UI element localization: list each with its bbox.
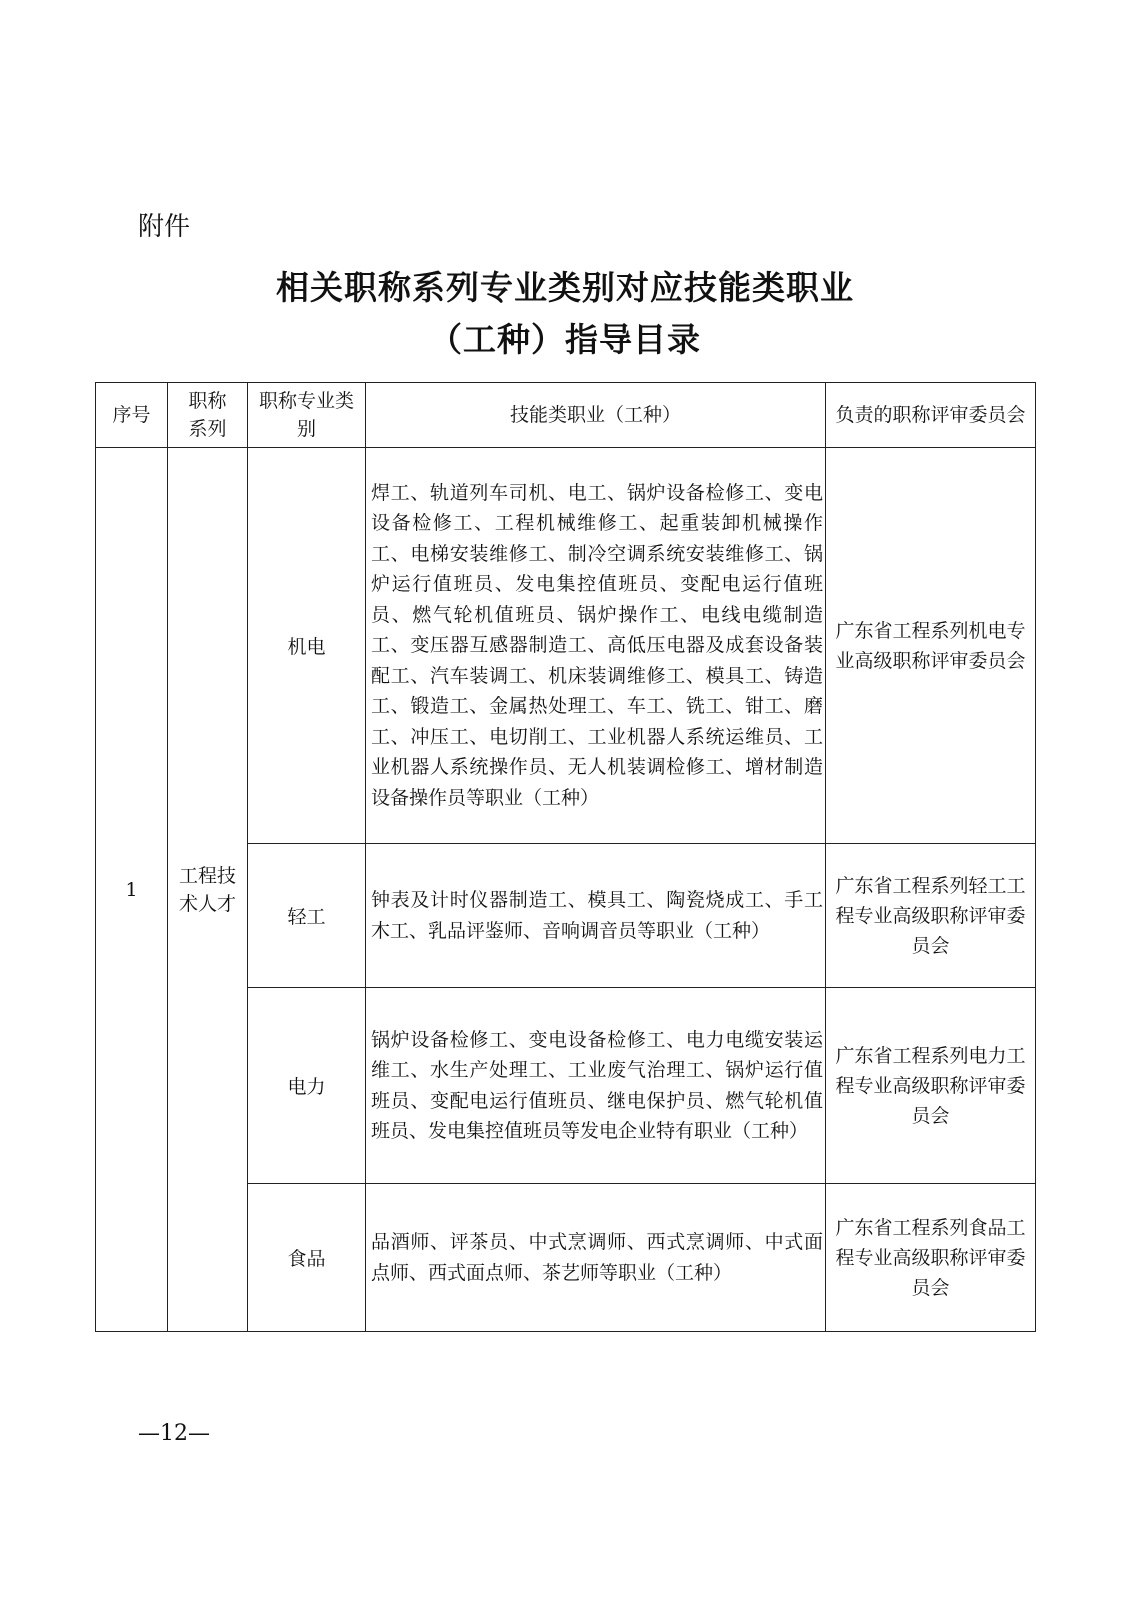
- document-title-line2: （工种）指导目录: [429, 320, 701, 359]
- committee-cell: 广东省工程系列轻工工程专业高级职称评审委员会: [826, 844, 1036, 988]
- occupations-cell: 钟表及计时仪器制造工、模具工、陶瓷烧成工、手工木工、乳品评鉴师、音响调音员等职业（工种）: [366, 844, 826, 988]
- category-cell: 电力: [248, 988, 366, 1184]
- occupations-cell: 锅炉设备检修工、变电设备检修工、电力电缆安装运维工、水生产处理工、工业废气治理工、锅炉运行值班员、变配电运行值班员、继电保护员、燃气轮机值班员、发电集控值班员等发电企业特有职业（工种）: [366, 988, 826, 1184]
- committee-cell: 广东省工程系列电力工程专业高级职称评审委员会: [826, 988, 1036, 1184]
- category-cell: 机电: [248, 448, 366, 844]
- attachment-label: 附件: [138, 212, 191, 242]
- occupation-table: [95, 382, 1036, 1332]
- committee-cell: 广东省工程系列机电专业高级职称评审委员会: [826, 448, 1036, 844]
- series-cell: 工程技术人才: [168, 448, 248, 1332]
- committee-cell: 广东省工程系列食品工程专业高级职称评审委员会: [826, 1184, 1036, 1332]
- seq-cell: 1: [96, 448, 168, 1332]
- category-cell: 食品: [248, 1184, 366, 1332]
- header-committee: 负责的职称评审委员会: [826, 383, 1036, 448]
- occupations-cell: 焊工、轨道列车司机、电工、锅炉设备检修工、变电设备检修工、工程机械维修工、起重装卸机械操作工、电梯安装维修工、制冷空调系统安装维修工、锅炉运行值班员、发电集控值班员、变配电运行值班员、燃气轮机值班员、锅炉操作工、电线电缆制造工、变压器互感器制造工、高低压电器及成套设备装配工、汽车装调工、机床装调维修工、模具工、铸造工、锻造工、金属热处理工、车工、铣工、钳工、磨工、冲压工、电切削工、工业机器人系统运维员、工业机器人系统操作员、无人机装调检修工、增材制造设备操作员等职业（工种）: [366, 448, 826, 844]
- occupations-cell: 品酒师、评茶员、中式烹调师、西式烹调师、中式面点师、西式面点师、茶艺师等职业（工种）: [366, 1184, 826, 1332]
- document-title-line1: 相关职称系列专业类别对应技能类职业: [276, 268, 854, 307]
- header-series: 职称系列: [168, 383, 248, 448]
- table-header-row: [96, 383, 1036, 448]
- header-occupations: 技能类职业（工种）: [366, 383, 826, 448]
- category-cell: 轻工: [248, 844, 366, 988]
- page-number: —12—: [138, 1421, 210, 1446]
- header-seq: 序号: [96, 383, 168, 448]
- header-category: 职称专业类别: [248, 383, 366, 448]
- table-row: [96, 448, 1036, 844]
